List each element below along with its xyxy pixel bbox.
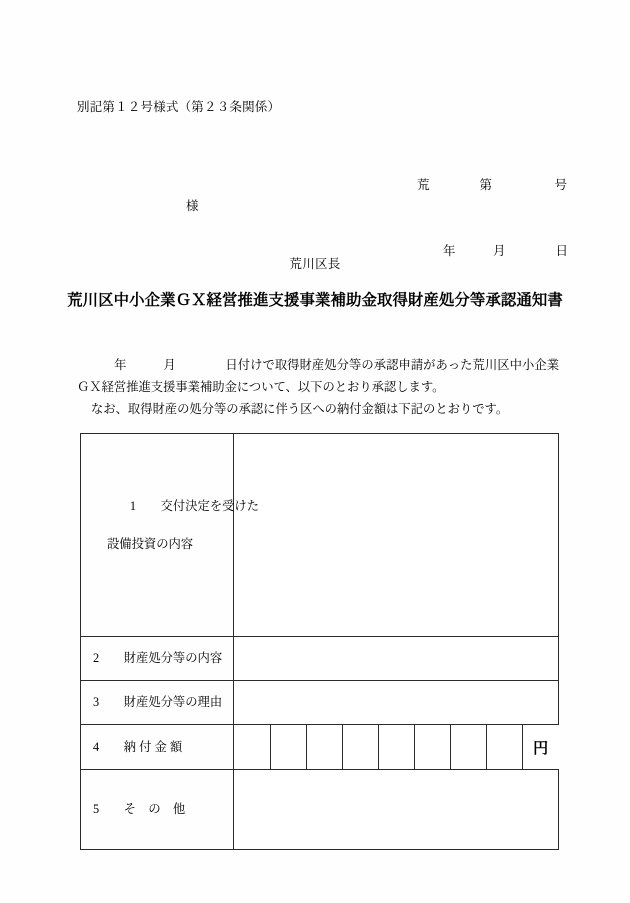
row-label-other: 5 そ の 他 — [81, 770, 234, 850]
row-value-disposal-reason[interactable] — [234, 681, 559, 725]
row-value-other[interactable] — [234, 770, 559, 850]
amount-digit-cell[interactable] — [414, 725, 450, 769]
amount-digit-cell[interactable] — [450, 725, 486, 769]
document-number-line: 荒 第 号 — [416, 178, 567, 192]
amount-digit-cell[interactable] — [486, 725, 522, 769]
body-paragraph-2: なお、取得財産の処分等の承認に伴う区への納付金額は下記のとおりです。 — [91, 402, 509, 416]
amount-digit-cell[interactable] — [342, 725, 378, 769]
addressee-honorific: 様 — [186, 199, 199, 213]
amount-digit-cell[interactable] — [234, 725, 270, 769]
body-text — [77, 355, 559, 421]
row-value-capital-investment[interactable] — [234, 434, 559, 637]
amount-digit-grid — [234, 725, 559, 769]
page-title: 荒川区中小企業ＧＸ経営推進支援事業補助金取得財産処分等承認通知書 — [67, 292, 563, 309]
amount-digit-cell[interactable] — [306, 725, 342, 769]
amount-digit-cell[interactable] — [270, 725, 306, 769]
document-date-line: 年 月 日 — [442, 244, 568, 258]
row-label-disposal-reason: 3 財産処分等の理由 — [81, 681, 234, 725]
notification-table — [80, 433, 559, 850]
row-label-capital-investment — [81, 434, 260, 637]
table-row — [81, 725, 559, 770]
amount-unit-label: 円 — [522, 725, 558, 769]
row-label-disposal-content: 2 財産処分等の内容 — [81, 637, 234, 681]
document-meta-block — [417, 130, 568, 306]
row-label-line-2: 設備投資の内容 — [107, 537, 194, 551]
issuer-name: 荒川区長 — [289, 257, 341, 271]
row-label-line-1: 1 交付決定を受けた — [129, 499, 260, 513]
amount-digit-row — [234, 725, 559, 769]
row-label-payment-amount: 4 納 付 金 額 — [81, 725, 234, 770]
row-value-payment-amount — [234, 725, 559, 770]
amount-digit-cell[interactable] — [378, 725, 414, 769]
table-row — [81, 434, 559, 637]
form-number: 別記第１２号様式（第２３条関係） — [77, 100, 281, 114]
table-row — [81, 637, 559, 681]
body-paragraph-1: 年 月 日付けで取得財産処分等の承認申請があった荒川区中小企業ＧＸ経営推進支援事業補助金について、以下のとおり承認します。 — [77, 358, 559, 394]
row-value-disposal-content[interactable] — [234, 637, 559, 681]
table-row — [81, 681, 559, 725]
table-row — [81, 770, 559, 850]
